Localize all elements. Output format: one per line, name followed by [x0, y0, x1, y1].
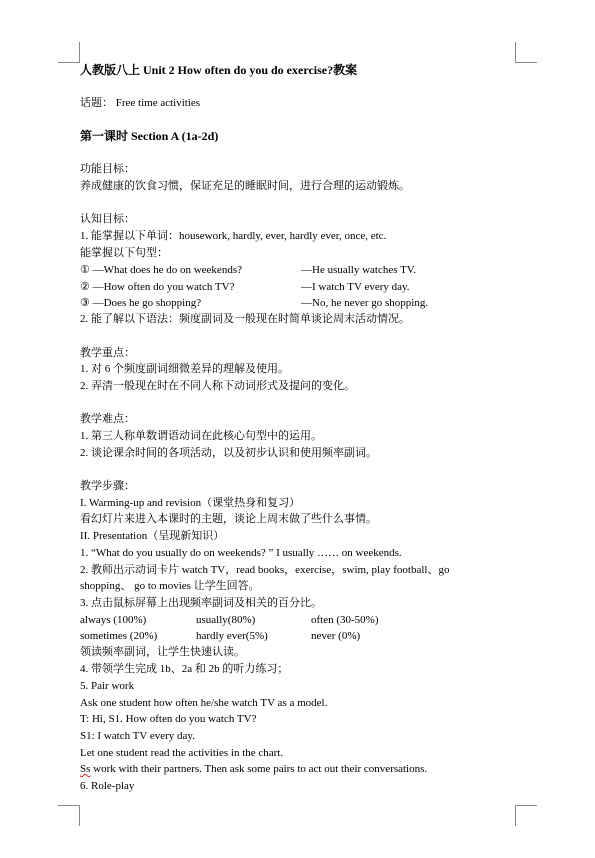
- pair-work-title: 5. Pair work: [80, 680, 135, 692]
- frequency-item: always (100%): [80, 614, 147, 626]
- presentation-step-3: 3. 点击鼠标屏幕上出现频率副词及相关的百分比。: [80, 597, 322, 609]
- topic-line: 话题： Free time activities: [80, 97, 201, 109]
- sentences-heading: 能掌握以下句型：: [80, 247, 168, 259]
- pair-work-line: S1: I watch TV every day.: [80, 730, 195, 742]
- key-points-heading: 教学重点：: [80, 347, 135, 359]
- pair-work-line: [80, 763, 427, 776]
- function-goal-heading: 功能目标：: [80, 163, 135, 175]
- pair-work-line: T: Hi, S1. How often do you watch TV?: [80, 713, 257, 725]
- presentation-title: II. Presentation（呈现新知识）: [80, 530, 225, 542]
- crop-mark-bottom-right-v: [515, 805, 516, 826]
- pair-work-line: Let one student read the activities in the chart.: [80, 747, 284, 759]
- crop-mark-bottom-right-h: [515, 805, 537, 806]
- sentence-question: ③ —Does he go shopping?: [80, 297, 202, 309]
- warmup-text: 看幻灯片来进入本课时的主题，谈论上周末做了些什么事情。: [80, 513, 377, 525]
- crop-mark-top-left-h: [58, 62, 80, 63]
- crop-mark-top-right-h: [515, 62, 537, 63]
- key-point-item: 2. 弄清一般现在时在不同人称下动词形式及提问的变化。: [80, 380, 355, 392]
- sentence-question: ① —What does he do on weekends?: [80, 264, 242, 276]
- pair-work-line-rest: work with their partners. Then ask some pairs to act out their conversations.: [90, 763, 428, 775]
- role-play-title: 6. Role-play: [80, 780, 135, 792]
- warmup-title: I. Warming-up and revision（课堂热身和复习）: [80, 497, 301, 509]
- frequency-item: usually(80%): [196, 614, 256, 626]
- sentence-answer: —I watch TV every day.: [301, 281, 410, 293]
- crop-mark-bottom-left-v: [79, 805, 80, 826]
- frequency-item: never (0%): [311, 630, 361, 642]
- difficulty-item: 2. 谈论课余时间的各项活动，以及初步认识和使用频率副词。: [80, 447, 377, 459]
- frequency-item: hardly ever(5%): [196, 630, 268, 642]
- cognitive-goal-item-2: 2. 能了解以下语法：频度副词及一般现在时简单谈论周末活动情况。: [80, 313, 410, 325]
- crop-mark-top-left-v: [79, 42, 80, 63]
- presentation-step-1: 1. “What do you usually do on weekends? ” I usually …… on weekends.: [80, 547, 402, 559]
- presentation-step-4: 4. 带领学生完成 1b、2a 和 2b 的听力练习；: [80, 663, 289, 675]
- difficulties-heading: 教学难点：: [80, 413, 135, 425]
- crop-mark-bottom-left-h: [58, 805, 80, 806]
- sentence-answer: —No, he never go shopping.: [301, 297, 429, 309]
- key-point-item: 1. 对 6 个频度副词细微差异的理解及使用。: [80, 363, 289, 375]
- cognitive-goal-item-1: 1. 能掌握以下单词：housework, hardly, ever, hardly ever, once, etc.: [80, 230, 387, 242]
- lead-read-text: 领读频率副词，让学生快速认读。: [80, 646, 245, 658]
- pair-work-line: Ask one student how often he/she watch TV as a model.: [80, 697, 328, 709]
- frequency-item: sometimes (20%): [80, 630, 158, 642]
- presentation-step-2-line-1: 2. 教师出示动词卡片 watch TV，read books，exercise，swim, play football、go: [80, 564, 450, 576]
- doc-title: 人教版八上 Unit 2 How often do you do exercise?教案: [80, 63, 358, 77]
- difficulty-item: 1. 第三人称单数谓语动词在此核心句型中的运用。: [80, 430, 322, 442]
- sentence-question: ② —How often do you watch TV?: [80, 281, 235, 293]
- function-goal-text: 养成健康的饮食习惯，保证充足的睡眠时间，进行合理的运动锻炼。: [80, 180, 410, 192]
- presentation-step-2-line-2: shopping、 go to movies 让学生回答。: [80, 580, 260, 592]
- sentence-answer: —He usually watches TV.: [301, 264, 417, 276]
- section-title: 第一课时 Section A (1a-2d): [80, 129, 219, 143]
- crop-mark-top-right-v: [515, 42, 516, 63]
- steps-heading: 教学步骤：: [80, 480, 135, 492]
- cognitive-goal-heading: 认知目标：: [80, 213, 135, 225]
- spellcheck-word: Ss: [80, 763, 91, 775]
- frequency-item: often (30-50%): [311, 614, 379, 626]
